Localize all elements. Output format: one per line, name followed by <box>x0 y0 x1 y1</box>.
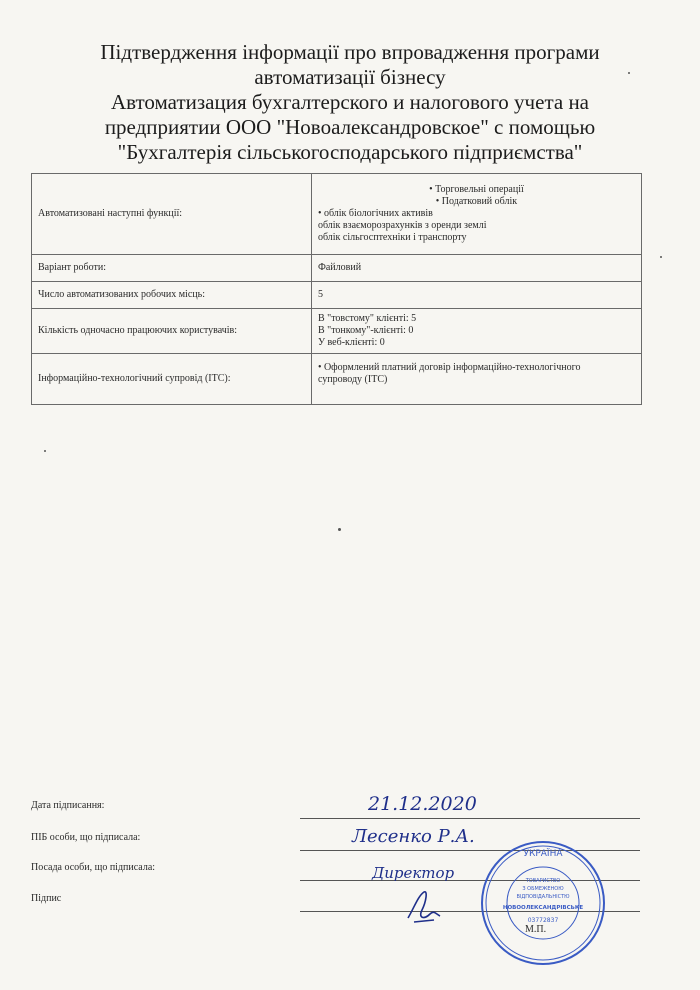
title-line: предприятии ООО "Новоалександровское" с помощью <box>104 115 596 139</box>
signature-scribble <box>404 884 444 928</box>
value-line: У веб-клієнті: 0 <box>317 337 385 348</box>
table-row-workplaces <box>32 282 642 309</box>
value-line: облік сільгосптехніки і транспорту <box>317 232 467 243</box>
document-title <box>40 40 660 165</box>
table-value <box>311 354 641 405</box>
name-label: ПІБ особи, що підписала: <box>31 832 141 843</box>
name-handwritten: Лесенко Р.А. <box>352 826 475 847</box>
table-row-users <box>32 309 642 354</box>
table-value: Файловий <box>311 255 641 282</box>
value-line: В "товстому" клієнті: 5 <box>317 313 417 324</box>
stamp-inner-line: ВІДПОВІДАЛЬНІСТЮ <box>516 894 570 900</box>
title-line: Підтвердження інформації про впровадження програми <box>100 40 600 64</box>
title-line: "Бухгалтерія сільськогосподарського підприємства" <box>117 140 583 164</box>
value-line: облік взаєморозрахунків з оренди землі <box>317 220 487 231</box>
table-row-functions <box>32 174 642 255</box>
scan-speck <box>338 528 341 531</box>
value-line: • Податковий облік <box>435 196 518 207</box>
stamp-inner-line: ТОВАРИСТВО <box>525 878 561 884</box>
table-value <box>311 174 641 255</box>
value-line: • облік біологічних активів <box>317 208 433 219</box>
scan-speck <box>660 256 662 258</box>
title-line: Автоматизация бухгалтерского и налогового учета на <box>110 90 590 114</box>
info-table <box>31 173 642 405</box>
value-line: супроводу (ІТС) <box>317 374 388 385</box>
scan-speck <box>44 450 46 452</box>
date-handwritten: 21.12.2020 <box>368 793 477 815</box>
table-label: Число автоматизованих робочих місць: <box>32 282 312 309</box>
table-label: Автоматизовані наступні функції: <box>32 174 312 255</box>
stamp-inner-line: НОВООЛЕКСАНДРІВСЬКЕ <box>502 905 584 911</box>
title-line: автоматизації бізнесу <box>254 65 446 89</box>
company-stamp <box>478 838 608 968</box>
table-row-work-variant <box>32 255 642 282</box>
date-line <box>300 818 640 819</box>
stamp-inner-line: З ОБМЕЖЕНОЮ <box>522 886 564 892</box>
value-line: В "тонкому"-клієнті: 0 <box>317 325 414 336</box>
table-label: Інформаційно-технологічний супровід (ІТС): <box>32 354 312 405</box>
scan-speck <box>628 72 630 74</box>
stamp-outer-text: УКРАЇНА <box>523 849 563 859</box>
stamp-inner-line: 03772837 <box>527 917 559 924</box>
value-line: • Торговельні операції <box>429 184 524 195</box>
table-label: Кількість одночасно працюючих користувачів: <box>32 309 312 354</box>
table-value <box>311 309 641 354</box>
table-value: 5 <box>311 282 641 309</box>
position-label: Посада особи, що підписала: <box>31 862 156 873</box>
date-label: Дата підписання: <box>31 800 105 811</box>
sign-label: Підпис <box>31 893 62 904</box>
mp-label: М.П. <box>525 924 547 935</box>
value-line: • Оформлений платний договір інформаційно-технологічного <box>317 362 581 373</box>
position-handwritten: Директор <box>372 864 455 882</box>
table-label: Варіант роботи: <box>32 255 312 282</box>
table-row-its <box>32 354 642 405</box>
